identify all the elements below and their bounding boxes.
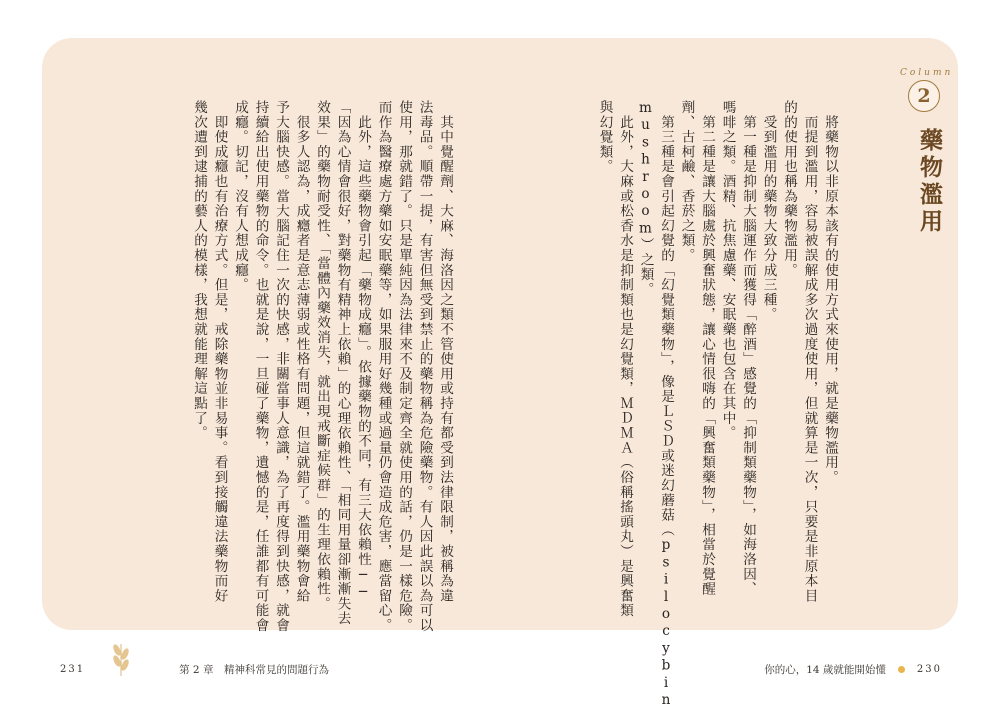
paragraph-line: 法毒品。順帶一提，有害但無受到禁止的藥物稱為危險藥物。有人因此誤以為可以 xyxy=(416,100,433,633)
paragraph-line: 此外，大麻或松香水是抑制類也是幻覺類，ＭＤＭＡ（俗稱搖頭丸）是興奮類 xyxy=(617,100,633,618)
paragraph-line: 很多人認為，成癮者是意志薄弱或性格有問題，但這就錯了。濫用藥物會給 xyxy=(293,100,310,604)
paragraph-line: 嗎啡之類。酒精、抗焦慮藥、安眠藥也包含在其中。 xyxy=(719,100,736,441)
paragraph-line: 而作為醫療處方藥如安眠藥等，如果服用好幾種或過量仍會造成危害，應當留心。 xyxy=(375,100,392,633)
paragraph-line: 其中覺醒劑、大麻、海洛因之類不管使用或持有都受到法律限制，被稱為違 xyxy=(437,100,453,604)
paragraph-line: 持續給出使用藥物的命令。也就是說，一旦碰了藥物，遺憾的是，任誰都有可能會 xyxy=(252,100,269,633)
paragraph-line: 效果」的藥物耐受性、「當體內藥效消失，就出現戒斷症候群」的生理依賴性。 xyxy=(314,100,330,612)
book-title: 你的心，14 歲就能開始懂 xyxy=(764,664,886,676)
paragraph-line: 劑、古柯鹼、香菸之類。 xyxy=(678,100,695,263)
paragraph-line: 第三種是會引起幻覺的「幻覺類藥物」，像是ＬＳＤ或迷幻蘑菇（psilocybin xyxy=(658,100,674,709)
footer-right xyxy=(764,662,942,677)
paragraph-line: 成癮。切記，沒有人想成癮。 xyxy=(232,100,248,293)
paragraph-line: 第一種是抑制大腦運作而獲得「醉酒」感覺的「抑制類藥物」，如海洛因、 xyxy=(740,100,756,597)
footer-left xyxy=(60,662,329,677)
paragraph-line: 而提到濫用，容易被誤解成多次過度使用，但就算是一次，只要是非原本目 xyxy=(801,100,818,604)
page-number-right: 230 xyxy=(916,664,942,675)
paragraph-line: 受到濫用的藥物大致分成三種。 xyxy=(760,100,777,322)
paragraph-line: 第二種是讓大腦處於興奮狀態，讓心情很嗨的「興奮類藥物」，相當於覺醒 xyxy=(699,100,715,597)
chapter-label: 第 2 章 精神科常見的問題行為 xyxy=(179,664,329,676)
section-title: 藥物濫用 xyxy=(916,128,943,236)
column-word: Column xyxy=(900,68,954,78)
paragraph-line: 予大腦快感。當大腦記住一次的快感，非關當事人意識，為了再度得到快感，就會 xyxy=(273,100,289,633)
paragraph-line: 「因為心情會很好，對藥物有精神上依賴」的心理依賴性、「相同用量卻漸漸失去 xyxy=(334,100,351,626)
footer-dot-icon xyxy=(898,666,905,673)
paragraph-line: 使用，那就錯了。只是單純因為法律來不及制定齊全就使用的話，仍是一樣危險。 xyxy=(396,100,412,633)
column-badge xyxy=(900,68,954,118)
paragraph-line: 幾次遭到逮捕的藝人的模樣，我想就能理解這點了。 xyxy=(191,100,207,441)
paragraph-line: 與幻覺類。 xyxy=(596,100,613,174)
left-text-block xyxy=(189,100,456,633)
paragraph-line: mushroom）之類。 xyxy=(637,100,654,297)
paragraph-line: 即使成癮也有治療方式。但是，戒除藥物並非易事。看到接觸違法藥物而好 xyxy=(211,100,228,604)
page-number-left: 231 xyxy=(60,664,86,675)
paragraph-line: 的的使用也稱為藥物濫用。 xyxy=(781,100,797,278)
paragraph-line: 此外，這些藥物會引起「藥物成癮」。依據藥物的不同，有三大依賴性── xyxy=(355,100,371,602)
paragraph-line: 將藥物以非原本該有的使用方式來使用，就是藥物濫用。 xyxy=(822,100,838,485)
column-number: 2 xyxy=(908,80,940,112)
